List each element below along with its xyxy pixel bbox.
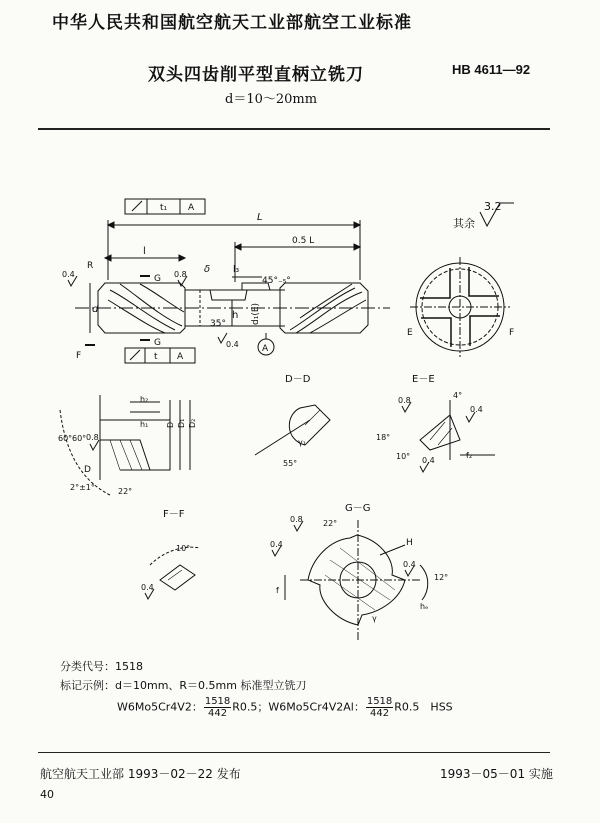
section-mark-E: E (407, 328, 413, 338)
fraction-1-num: 1518 (204, 696, 231, 707)
section-mark-F-end: F (509, 328, 515, 338)
gg-H: H (406, 538, 413, 548)
dim-half-L: 0.5 L (292, 236, 315, 246)
section-gg (270, 503, 448, 640)
detail-2deg: 2°±1° (70, 483, 95, 492)
roughness-other-label: 其余 (453, 217, 475, 230)
fraction-2-den: 442 (370, 708, 390, 719)
marking-formula (117, 696, 453, 719)
dim-l: l (143, 246, 146, 257)
gg-04b: 0.4 (403, 560, 416, 569)
gg-gamma: γ (372, 614, 377, 623)
angle-45: 45°₋₅° (262, 276, 291, 286)
marking-suffix: R0.5 HSS (394, 700, 453, 714)
ee-4deg: 4° (453, 391, 463, 400)
dim-L: L (257, 212, 263, 223)
detail-60a: 60° (58, 434, 73, 443)
tol-t: t (154, 352, 158, 362)
gg-08: 0.8 (290, 515, 303, 524)
datum-A: A (262, 344, 269, 354)
main-view-end-mill (62, 199, 390, 363)
ee-10: 10° (396, 452, 411, 461)
dim-delta: δ (204, 264, 211, 275)
section-mark-G-bottom: G (154, 338, 161, 348)
ee-08: 0.8 (398, 396, 411, 405)
detail-60b: 60° (72, 434, 87, 443)
implementation-date: 1993－05－01 实施 (440, 767, 553, 781)
detail-h2: h₂ (140, 395, 149, 404)
page-number: 40 (40, 788, 54, 801)
section-dd-label: D－D (285, 374, 311, 385)
issued-date: 航空航天工业部 1993－02－22 发布 (40, 767, 241, 781)
section-ff (141, 509, 200, 599)
roughness-other-value: 3.2 (484, 200, 502, 213)
fraction-1 (204, 696, 231, 719)
detail-D-label: D (84, 465, 91, 475)
rough-08: 0.8 (174, 270, 187, 279)
ee-04b: 0.4 (422, 456, 435, 465)
gg-he: hₑ (420, 602, 429, 611)
rough-04a: 0.4 (62, 270, 75, 279)
end-view (407, 257, 514, 357)
detail-08: 0.8 (86, 433, 99, 442)
marking-prefix: W6Mo5Cr4V2： (117, 700, 203, 714)
section-gg-label: G－G (345, 503, 371, 514)
section-ee (376, 374, 495, 472)
gg-12: 12° (434, 573, 449, 582)
tol-A-top: A (188, 203, 195, 213)
detail-view (58, 395, 197, 496)
section-mark-F: F (76, 351, 82, 361)
marking-mid: R0.5；W6Mo5Cr4V2Al： (232, 700, 365, 714)
detail-22deg: 22° (118, 487, 133, 496)
gg-f: f (276, 586, 279, 595)
dim-d1: d₁(E) (251, 302, 261, 325)
ff-04: 0.4 (141, 583, 154, 592)
ee-18: 18° (376, 433, 391, 442)
tol-t1: t₁ (160, 203, 168, 213)
section-ee-label: E－E (412, 374, 435, 385)
document-title: 双头四齿削平型直柄立铣刀 (148, 65, 364, 85)
fraction-1-den: 442 (208, 708, 228, 719)
dd-gamma: γ₁ (298, 438, 306, 447)
roughness-other-symbol (453, 200, 514, 230)
section-ff-label: F－F (163, 509, 185, 520)
classification-code: 分类代号：1518 (60, 660, 143, 673)
ff-10deg: 10° (176, 544, 191, 553)
angle-35: 35° (210, 319, 226, 329)
ee-f2: f₂ (466, 451, 473, 460)
detail-D1: D₁ (177, 418, 186, 428)
footer-rule (38, 752, 550, 753)
gg-22: 22° (323, 519, 338, 528)
section-dd (255, 374, 330, 468)
dd-55: 55° (283, 459, 298, 468)
detail-D: D (166, 421, 175, 428)
dim-l3: l₃ (233, 265, 240, 275)
dim-h: h (232, 310, 239, 321)
standard-code: HB 4611—92 (452, 62, 531, 77)
tol-A-bottom: A (177, 352, 184, 362)
rough-04b: 0.4 (226, 340, 239, 349)
detail-D2: D₂ (188, 418, 197, 428)
dim-d: d (92, 304, 99, 315)
section-mark-G-top: G (154, 274, 161, 284)
diameter-range: d＝10～20mm (225, 92, 318, 107)
ee-04a: 0.4 (470, 405, 483, 414)
detail-h1: h₁ (140, 420, 149, 429)
gg-04a: 0.4 (270, 540, 283, 549)
fraction-2 (366, 696, 393, 719)
standard-header: 中华人民共和国航空航天工业部航空工业标准 (52, 13, 412, 33)
marking-example: 标记示例：d＝10mm、R＝0.5mm 标准型立铣刀 (60, 679, 307, 692)
radius-R: R (87, 261, 94, 271)
fraction-2-num: 1518 (366, 696, 393, 707)
